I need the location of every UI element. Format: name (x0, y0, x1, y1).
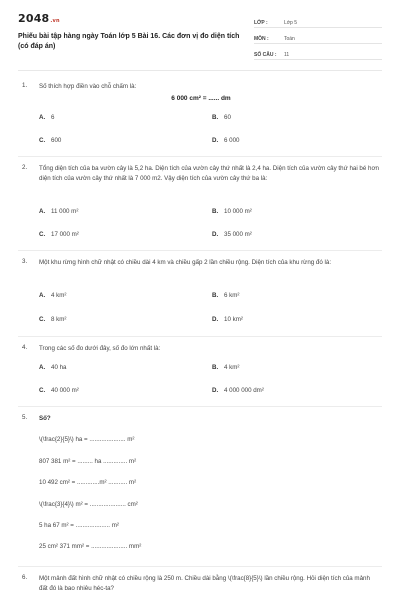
option-letter: A. (39, 208, 46, 215)
question-number: 2. (22, 164, 28, 171)
option-letter: B. (212, 364, 219, 371)
option-text: 10 000 m² (224, 208, 252, 215)
meta-value: 11 (284, 52, 290, 58)
question-formula: 6 000 cm² = ...... dm (171, 95, 231, 102)
fill-line[interactable]: 5 ha 67 m² = .................... m² (39, 522, 119, 529)
option-d[interactable] (212, 231, 252, 238)
worksheet-meta (254, 16, 382, 64)
meta-row-count (254, 48, 382, 60)
meta-label: SỐ CÂU : (254, 52, 277, 58)
question-divider (18, 406, 382, 407)
option-a[interactable] (39, 114, 54, 121)
option-a[interactable] (39, 364, 66, 371)
question-4 (22, 344, 380, 402)
option-letter: C. (39, 316, 46, 323)
fill-line[interactable]: 10 492 cm² = .............m² ........... m² (39, 479, 137, 486)
question-divider (18, 336, 382, 337)
option-text: 60 (224, 114, 231, 121)
question-number: 4. (22, 344, 28, 351)
option-text: 6 (51, 114, 55, 121)
question-number: 1. (22, 82, 28, 89)
option-letter: C. (39, 137, 46, 144)
question-text: Một khu rừng hình chữ nhật có chiều dài 4 km và chiều gấp 2 lần chiều rộng. Diện tích của khu rừng đó là: (39, 259, 332, 266)
fill-line[interactable]: \(\frac{3}{4}\) m² = ..................... cm² (39, 501, 138, 508)
question-text: Một mảnh đất hình chữ nhật có chiều rộng là 250 m. Chiều dài bằng \(\frac{8}{5}\) lần chiều rộng. Hỏi diện tích của mảnh đất đó là bao nhiêu héc-ta? (39, 575, 370, 592)
option-text: 40 ha (51, 364, 67, 371)
logo-suffix: .vn (50, 18, 60, 24)
meta-row-subject (254, 32, 382, 44)
option-text: 4 000 000 dm² (224, 387, 264, 394)
site-logo[interactable] (18, 12, 60, 25)
fill-line[interactable]: \(\frac{2}{5}\) ha = ..................... m² (39, 436, 135, 443)
option-letter: B. (212, 292, 219, 299)
worksheet-header (18, 12, 382, 66)
option-c[interactable] (39, 387, 79, 394)
option-c[interactable] (39, 137, 61, 144)
question-5 (22, 414, 380, 564)
option-letter: C. (39, 231, 46, 238)
option-b[interactable] (212, 114, 231, 121)
meta-row-class (254, 16, 382, 28)
option-letter: D. (212, 316, 219, 323)
option-text: 8 km² (51, 316, 67, 323)
question-number: 3. (22, 258, 28, 265)
option-text: 40 000 m² (51, 387, 79, 394)
option-b[interactable] (212, 208, 252, 215)
question-text: Tổng diện tích của ba vườn cây là 5,2 ha. Diện tích của vườn cây thứ nhất là 2,4 ha. Diện tích của vườn cây thứ hai bé hơn diện tích của vườn cây thứ nhất là 7 000 m2. Vậy diện tích của vườn cây thứ ba là: (39, 165, 379, 182)
option-text: 35 000 m² (224, 231, 252, 238)
option-text: 17 000 m² (51, 231, 79, 238)
question-divider (18, 156, 382, 157)
question-6 (22, 574, 380, 598)
question-3 (22, 258, 380, 330)
question-divider (18, 250, 382, 251)
question-1 (22, 82, 380, 150)
option-letter: B. (212, 208, 219, 215)
option-text: 6 km² (224, 292, 240, 299)
question-2 (22, 164, 380, 244)
option-letter: D. (212, 231, 219, 238)
fill-line[interactable]: 807 381 m² = ......... ha .............. m² (39, 458, 137, 465)
question-text: Trong các số đo dưới đây, số đo lớn nhất là: (39, 345, 161, 352)
question-divider (18, 566, 382, 567)
option-a[interactable] (39, 208, 78, 215)
question-text: Số? (39, 415, 51, 422)
option-d[interactable] (212, 137, 239, 144)
option-letter: D. (212, 387, 219, 394)
worksheet-title: Phiếu bài tập hàng ngày Toán lớp 5 Bài 16. Các đơn vị đo diện tích (có đáp án) (18, 33, 240, 50)
option-letter: A. (39, 114, 46, 121)
option-a[interactable] (39, 292, 66, 299)
option-text: 10 km² (224, 316, 243, 323)
option-letter: B. (212, 114, 219, 121)
option-d[interactable] (212, 316, 243, 323)
option-text: 4 km² (51, 292, 67, 299)
option-c[interactable] (39, 316, 66, 323)
option-letter: C. (39, 387, 46, 394)
question-number: 5. (22, 414, 28, 421)
meta-value: Lớp 5 (284, 20, 298, 26)
header-divider (18, 70, 382, 71)
option-text: 600 (51, 137, 62, 144)
meta-label: MÔN : (254, 36, 269, 42)
option-b[interactable] (212, 292, 239, 299)
option-b[interactable] (212, 364, 239, 371)
fill-line[interactable]: 25 cm² 371 mm² = ..................... mm² (39, 543, 142, 550)
question-number: 6. (22, 574, 28, 581)
option-text: 11 000 m² (51, 208, 79, 215)
option-letter: A. (39, 364, 46, 371)
option-text: 4 km² (224, 364, 240, 371)
logo-text: 2048 (18, 12, 50, 25)
option-letter: D. (212, 137, 219, 144)
meta-label: LỚP : (254, 20, 268, 26)
question-text: Số thích hợp điền vào chỗ chấm là: (39, 83, 137, 90)
option-text: 6 000 (224, 137, 240, 144)
meta-value: Toán (284, 36, 295, 42)
option-letter: A. (39, 292, 46, 299)
option-d[interactable] (212, 387, 264, 394)
option-c[interactable] (39, 231, 79, 238)
